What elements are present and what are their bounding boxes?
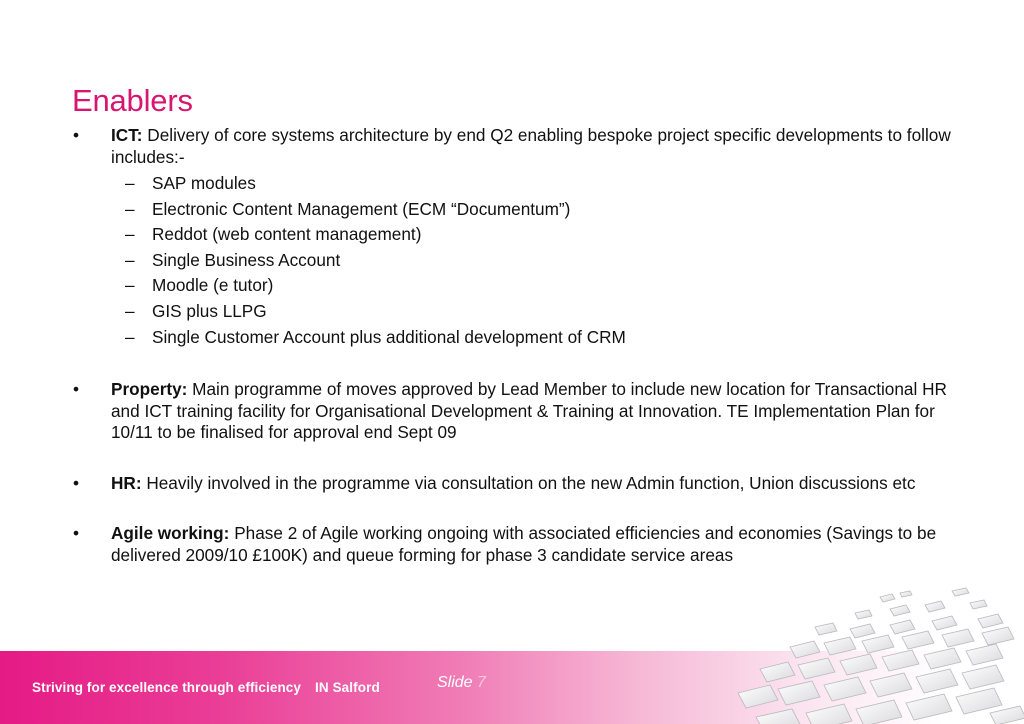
dash-glyph: – xyxy=(125,326,135,347)
slide-number xyxy=(437,674,486,692)
sub-item xyxy=(72,273,952,299)
bullet-dot: • xyxy=(73,379,80,400)
dash-glyph: – xyxy=(125,300,135,321)
bullet-agile xyxy=(72,523,952,566)
slide-number-value: 7 xyxy=(477,674,486,691)
bullet-label-hr: HR: xyxy=(111,472,142,493)
bullet-text-ict: Delivery of core systems architecture by end Q2 enabling bespoke project specific developments to follow includes:- xyxy=(111,125,951,167)
sub-item xyxy=(72,325,952,351)
tagline-suffix: IN Salford xyxy=(315,680,380,695)
bullet-dot: • xyxy=(73,472,80,493)
sub-item-text: Moodle (e tutor) xyxy=(152,275,274,296)
bullet-label-property: Property: xyxy=(111,379,188,400)
dash-glyph: – xyxy=(125,224,135,245)
sub-item-text: Single Business Account xyxy=(152,249,341,270)
sub-item-text: Single Customer Account plus additional development of CRM xyxy=(152,326,626,347)
slide-title: Enablers xyxy=(72,82,193,118)
footer-tagline xyxy=(32,680,380,695)
bullet-text-hr: Heavily involved in the programme via consultation on the new Admin function, Union discussions etc xyxy=(141,472,916,493)
slide-content xyxy=(72,125,952,566)
dash-glyph: – xyxy=(125,249,135,270)
sub-item xyxy=(72,197,952,223)
sub-item xyxy=(72,222,952,248)
sub-item-text: Electronic Content Management (ECM “Documentum”) xyxy=(152,198,571,219)
dash-glyph: – xyxy=(125,173,135,193)
bullet-ict xyxy=(72,125,952,168)
bullet-dot: • xyxy=(73,523,80,544)
bullet-text-agile: Phase 2 of Agile working ongoing with associated efficiencies and economies (Savings to be delivered 2009/10 £100K) and queue forming for phase 3 candidate service areas xyxy=(111,523,937,565)
puzzle-pieces-icon xyxy=(720,585,1024,724)
bullet-hr xyxy=(72,473,952,495)
dash-glyph: – xyxy=(125,275,135,296)
sub-item xyxy=(72,248,952,274)
sub-item xyxy=(72,171,952,197)
bullet-dot: • xyxy=(73,125,80,145)
sub-item xyxy=(72,299,952,325)
sub-item-text: SAP modules xyxy=(152,173,256,193)
bullet-label-ict: ICT: xyxy=(111,125,143,145)
sub-item-text: GIS plus LLPG xyxy=(152,300,267,321)
sub-item-text: Reddot (web content management) xyxy=(152,224,422,245)
tagline-text: Striving for excellence through efficiency xyxy=(32,680,302,695)
bullet-property xyxy=(72,379,952,444)
ict-sublist xyxy=(72,171,952,350)
bullet-text-property: Main programme of moves approved by Lead Member to include new location for Transactional HR and ICT training facility for Organisational Development & Training at Innovation. TE Implementation Plan for 10/11 to be finalised for approval end Sept 09 xyxy=(111,379,947,443)
dash-glyph: – xyxy=(125,198,135,219)
bullet-label-agile: Agile working: xyxy=(111,523,230,544)
slide-label: Slide xyxy=(437,674,473,691)
